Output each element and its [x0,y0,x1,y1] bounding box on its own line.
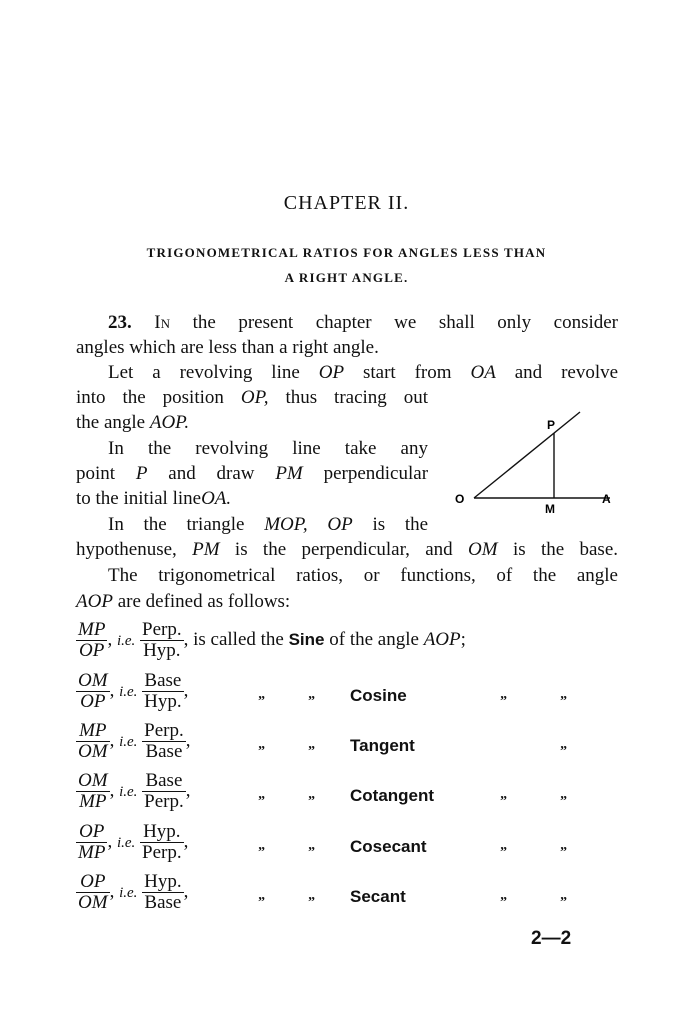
ratio-row-cosecant: $\frac{OP}{MP}$ , i.e. $\frac{\text{Hyp.}}{\text{Perp.}}$ , [78,821,189,863]
line-text: Let a revolving line [108,362,300,383]
line-text: is the [372,514,429,535]
paragraph-line-7 [76,463,428,485]
line-text: is called the [193,628,284,650]
section-heading-line-2: A RIGHT ANGLE. [284,270,409,285]
ratio-row-tangent: $\frac{MP}{OM}$ , i.e. $\frac{\text{Perp.}}{\text{Base}}$ , [78,720,191,762]
section-heading-line-1: TRIGONOMETRICAL RATIOS FOR ANGLES LESS THAN [146,245,547,260]
paragraph-line-9 [108,514,428,536]
paragraph-line-5 [76,412,189,434]
ditto-mark: ” [308,744,315,759]
word-fraction: $\frac{\text{Base}}{\text{Hyp.}}$ [144,670,182,712]
ratio-name: Sine [288,629,325,649]
label-a: A [602,492,611,506]
paragraph-line-6: In the revolving line take any [108,438,428,459]
ratio-row-sine: $\frac{MP}{OP}$ , i.e. $\frac{\text{Perp.}}{\text{Hyp.}}$ , is called the Sine of the angle AOP; [78,619,466,661]
ditto-mark: ” [308,895,315,910]
ditto-mark: ” [500,845,507,860]
ditto-mark: ” [258,845,265,860]
math-term: MOP, [264,514,308,535]
symbol-fraction: $\frac{OM}{OP}$ [78,670,108,712]
symbol-fraction: $\frac{OP}{MP}$ [78,821,106,863]
paragraph-number: 23. [108,312,132,333]
ditto-mark: ” [560,694,567,709]
symbol-fraction: $\frac{MP}{OP}$ [78,619,106,661]
math-term: AOP [423,628,461,650]
line-text: thus tracing out [285,387,429,408]
ditto-mark: ” [258,794,265,809]
line-text: ; [460,628,466,650]
line-text: In the triangle [108,514,245,535]
symbol-fraction: $\frac{OP}{OM}$ [78,871,108,913]
ditto-mark: ” [500,895,507,910]
line-text: into the position [76,387,224,408]
ratio-name: Tangent [350,736,415,755]
symbol-fraction: $\frac{MP}{OM}$ [78,720,108,762]
ratio-name: Cosecant [350,837,427,856]
ditto-mark: ” [308,845,315,860]
line-text: to the initial line [76,488,202,509]
ditto-mark: ” [308,794,315,809]
word-fraction: $\frac{\text{Hyp.}}{\text{Base}}$ [144,871,182,913]
paragraph-line-2: angles which are less than a right angle. [76,337,379,358]
line-text: start from [362,362,452,383]
revolving-line-op [474,412,580,498]
math-term: OM [468,539,498,560]
paragraph-line-3 [108,362,618,384]
paragraph-line-8 [76,488,231,510]
symbol-fraction: $\frac{OM}{MP}$ [78,770,108,812]
ratio-row-secant: $\frac{OP}{OM}$ , i.e. $\frac{\text{Hyp.}}{\text{Base}}$ , [78,871,189,913]
line-text: are defined as follows: [117,591,291,612]
page-number: 2—2 [531,928,572,949]
ditto-mark: ” [500,694,507,709]
line-text: the angle [76,412,146,433]
paragraph-line-12 [76,591,290,613]
ditto-mark: ” [258,744,265,759]
word-fraction: $\frac{\text{Base}}{\text{Perp.}}$ [144,770,184,812]
math-term: PM [192,539,220,560]
line-text: and draw [168,463,255,484]
ie-abbrev: i.e. [119,733,138,750]
math-term: OP, [240,387,269,408]
chapter-title: CHAPTER II. [283,192,410,214]
line-text: hypothenuse, [76,539,177,560]
math-term: AOP [76,591,113,612]
ratio-row-cosine: $\frac{OM}{OP}$ , i.e. $\frac{\text{Base}}{\text{Hyp.}}$ , [78,670,189,712]
ie-abbrev: i.e. [119,683,138,700]
label-o: O [455,492,465,506]
label-p: P [547,418,556,432]
ditto-mark: ” [560,744,567,759]
word-fraction: $\frac{\text{Perp.}}{\text{Hyp.}}$ [142,619,182,661]
ditto-mark: ” [560,895,567,910]
paragraph-line-11: The trigonometrical ratios, or functions, of the angle [108,565,618,586]
paragraph-line-1 [108,312,618,334]
ratio-name: Cosine [350,686,407,705]
word-fraction: $\frac{\text{Hyp.}}{\text{Perp.}}$ [142,821,182,863]
ie-abbrev: i.e. [116,632,136,649]
line-text: point [76,463,116,484]
intro-word: In [154,312,171,333]
ditto-mark: ” [560,845,567,860]
paragraph-line-10 [76,539,618,561]
math-term: AOP. [149,412,190,433]
paragraph-line-4 [76,387,428,409]
line-text: and revolve [514,362,619,383]
math-term: OP [327,514,353,535]
ditto-mark: ” [258,895,265,910]
ditto-mark: ” [560,794,567,809]
math-term: OA [470,362,496,383]
triangle-diagram [440,402,620,532]
ie-abbrev: i.e. [116,834,136,851]
ratio-row-cotangent: $\frac{OM}{MP}$ , i.e. $\frac{\text{Base}}{\text{Perp.}}$ , [78,770,191,812]
line-text: the present chapter we shall only consider [192,312,618,333]
ratio-name: Secant [350,887,406,906]
ditto-mark: ” [308,694,315,709]
label-m: M [545,502,555,516]
line-text: perpendicular [323,463,429,484]
line-text: of the angle [329,628,419,650]
math-term: P [135,463,148,484]
line-text: is the perpendicular, and [234,539,453,560]
math-term: OA. [201,488,232,509]
ie-abbrev: i.e. [119,783,138,800]
math-term: PM [275,463,303,484]
ie-abbrev: i.e. [119,884,138,901]
ditto-mark: ” [500,794,507,809]
line-text: is the base. [512,539,619,560]
word-fraction: $\frac{\text{Perp.}}{\text{Base}}$ [144,720,184,762]
ditto-mark: ” [258,694,265,709]
ratio-name: Cotangent [350,786,435,805]
math-term: OP [318,362,345,383]
